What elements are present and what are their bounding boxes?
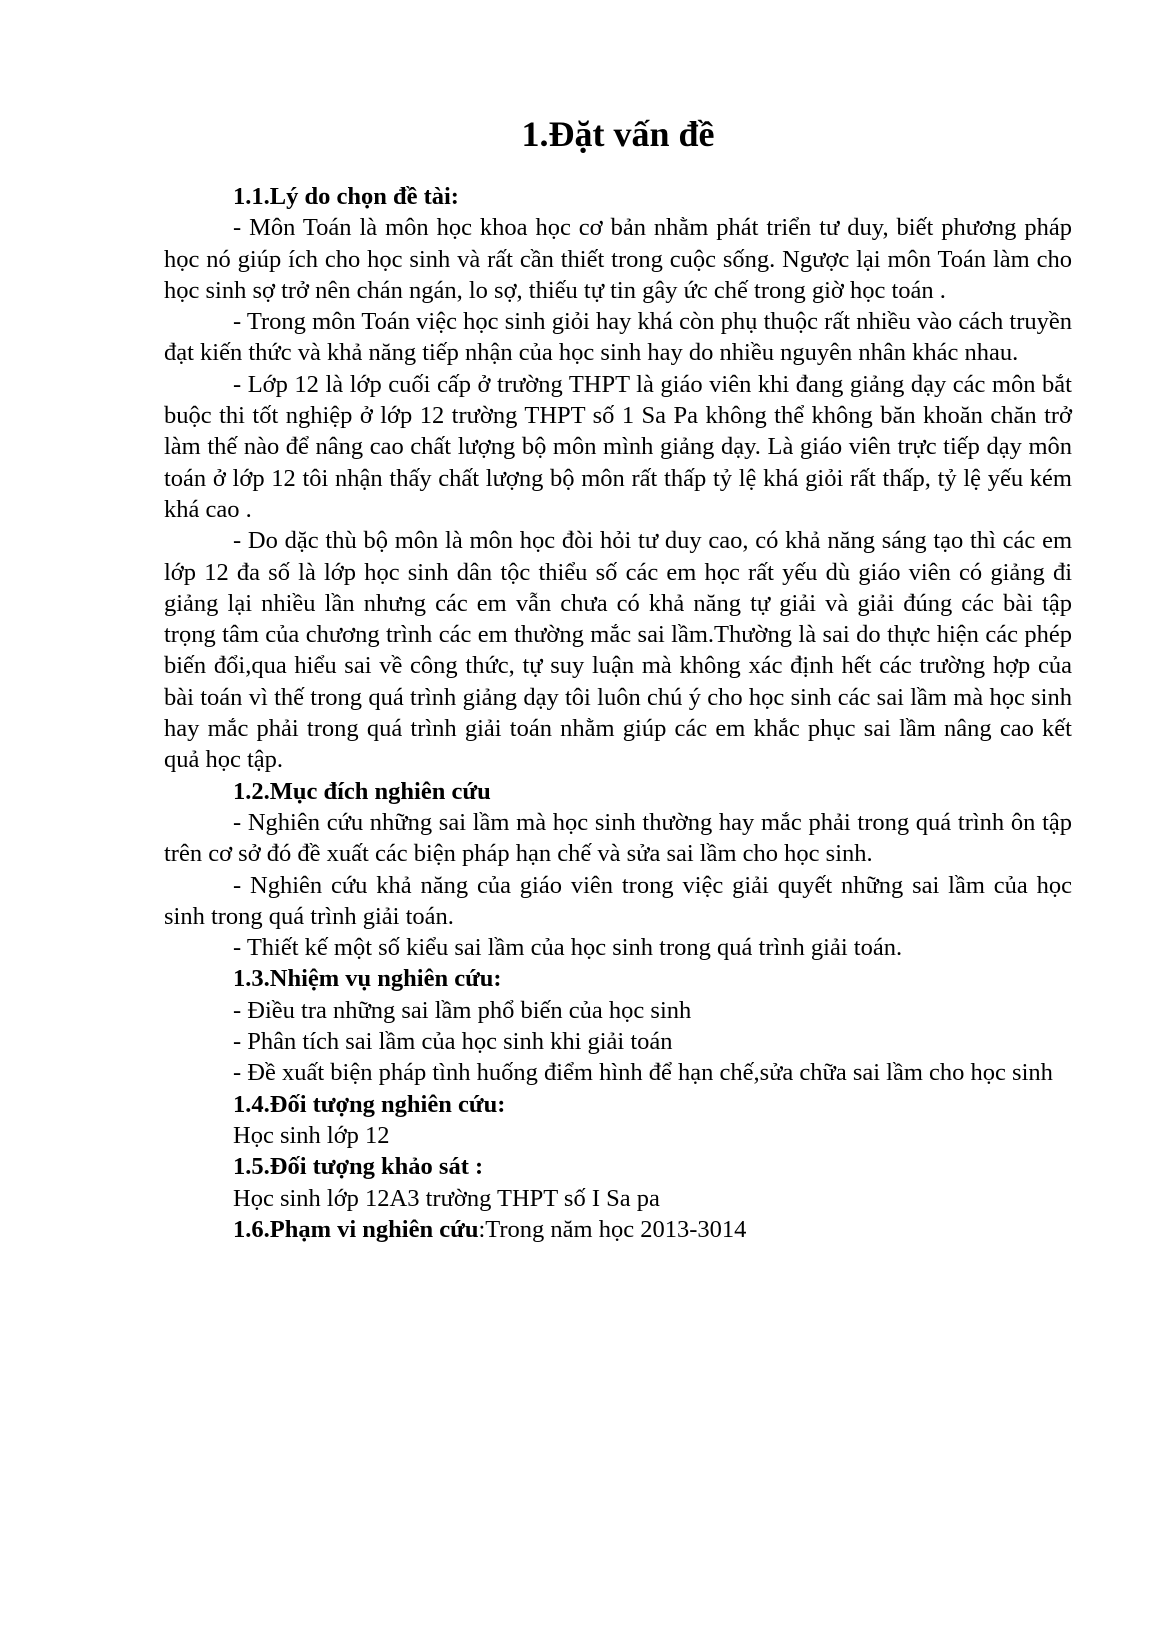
section-heading: 1.1.Lý do chọn đề tài: (233, 183, 459, 210)
paragraph: - Nghiên cứu khả năng của giáo viên trong việc giải quyết những sai lầm của học sinh trong quá trình giải toán. (164, 871, 1072, 930)
document-body (164, 181, 1072, 1245)
section-heading: 1.6.Phạm vi nghiên cứu (233, 1215, 479, 1243)
page-title: 1.Đặt vấn đề (521, 114, 715, 154)
paragraph: - Trong môn Toán việc học sinh giỏi hay khá còn phụ thuộc rất nhiều vào cách truyền đạt kiến thức và khả năng tiếp nhận của học sinh hay do nhiều nguyên nhân khác nhau. (164, 308, 1072, 367)
section-heading: 1.3.Nhiệm vụ nghiên cứu: (233, 965, 502, 993)
paragraph: - Phân tích sai lầm của học sinh khi giải toán (233, 1028, 673, 1056)
scope-text: :Trong năm học 2013-3014 (478, 1215, 747, 1243)
paragraph: - Môn Toán là môn học khoa học cơ bản nhằm phát triển tư duy, biết phương pháp học nó giúp ích cho học sinh và rất cần thiết trong cuộc sống. Ngược lại môn Toán làm cho học sinh sợ trở nên chán ngán, lo sợ, thiếu tự tin gây ức chế trong giờ học toán . (164, 214, 1072, 304)
section-heading: 1.2.Mục đích nghiên cứu (233, 777, 491, 805)
paragraph: - Do dặc thù bộ môn là môn học đòi hỏi tư duy cao, có khả năng sáng tạo thì các em lớp 12 đa số là lớp học sinh dân tộc thiểu số các em học rất yếu dù giáo viên có giảng đi giảng lại nhiều lần nhưng các em vẫn chưa có khả năng tự giải và giải đúng các bài tập trọng tâm của chương trình các em thường mắc sai lầm.Thường là sai do thực hiện các phép biến đổi,qua hiểu sai về công thức, tự suy luận mà không xác định hết các trường hợp của bài toán vì thế trong quá trình giảng dạy tôi luôn chú ý cho học sinh các sai lầm mà học sinh hay mắc phải trong quá trình giải toán nhằm giúp các em khắc phục sai lầm nâng cao kết quả học tập. (164, 527, 1072, 774)
paragraph: - Đề xuất biện pháp tình huống điểm hình để hạn chế,sửa chữa sai lầm cho học sinh (233, 1059, 1053, 1087)
paragraph: - Nghiên cứu những sai lầm mà học sinh thường hay mắc phải trong quá trình ôn tập trên cơ sở đó đề xuất các biện pháp hạn chế và sửa sai lầm cho học sinh. (164, 808, 1072, 868)
paragraph: Học sinh lớp 12 (233, 1121, 390, 1149)
paragraph: - Thiết kế một số kiểu sai lầm của học sinh trong quá trình giải toán. (233, 934, 903, 962)
paragraph: Học sinh lớp 12A3 trường THPT số I Sa pa (233, 1184, 660, 1212)
scope-line (164, 1214, 1072, 1245)
section-heading: 1.5.Đối tượng khảo sát : (233, 1153, 484, 1181)
paragraph: - Lớp 12 là lớp cuối cấp ở trường THPT là giáo viên khi đang giảng dạy các môn bắt buộc thi tốt nghiệp ở lớp 12 trường THPT số 1 Sa Pa không thể không băn khoăn chăn trở làm thế nào để nâng cao chất lượng bộ môn mình giảng dạy. Là giáo viên trực tiếp dạy môn toán ở lớp 12 tôi nhận thấy chất lượng bộ môn rất thấp tỷ lệ khá giỏi rất thấp, tỷ lệ yếu kém khá cao . (164, 370, 1072, 523)
section-heading: 1.4.Đối tượng nghiên cứu: (233, 1090, 506, 1118)
paragraph: - Điều tra những sai lầm phổ biến của học sinh (233, 996, 692, 1024)
